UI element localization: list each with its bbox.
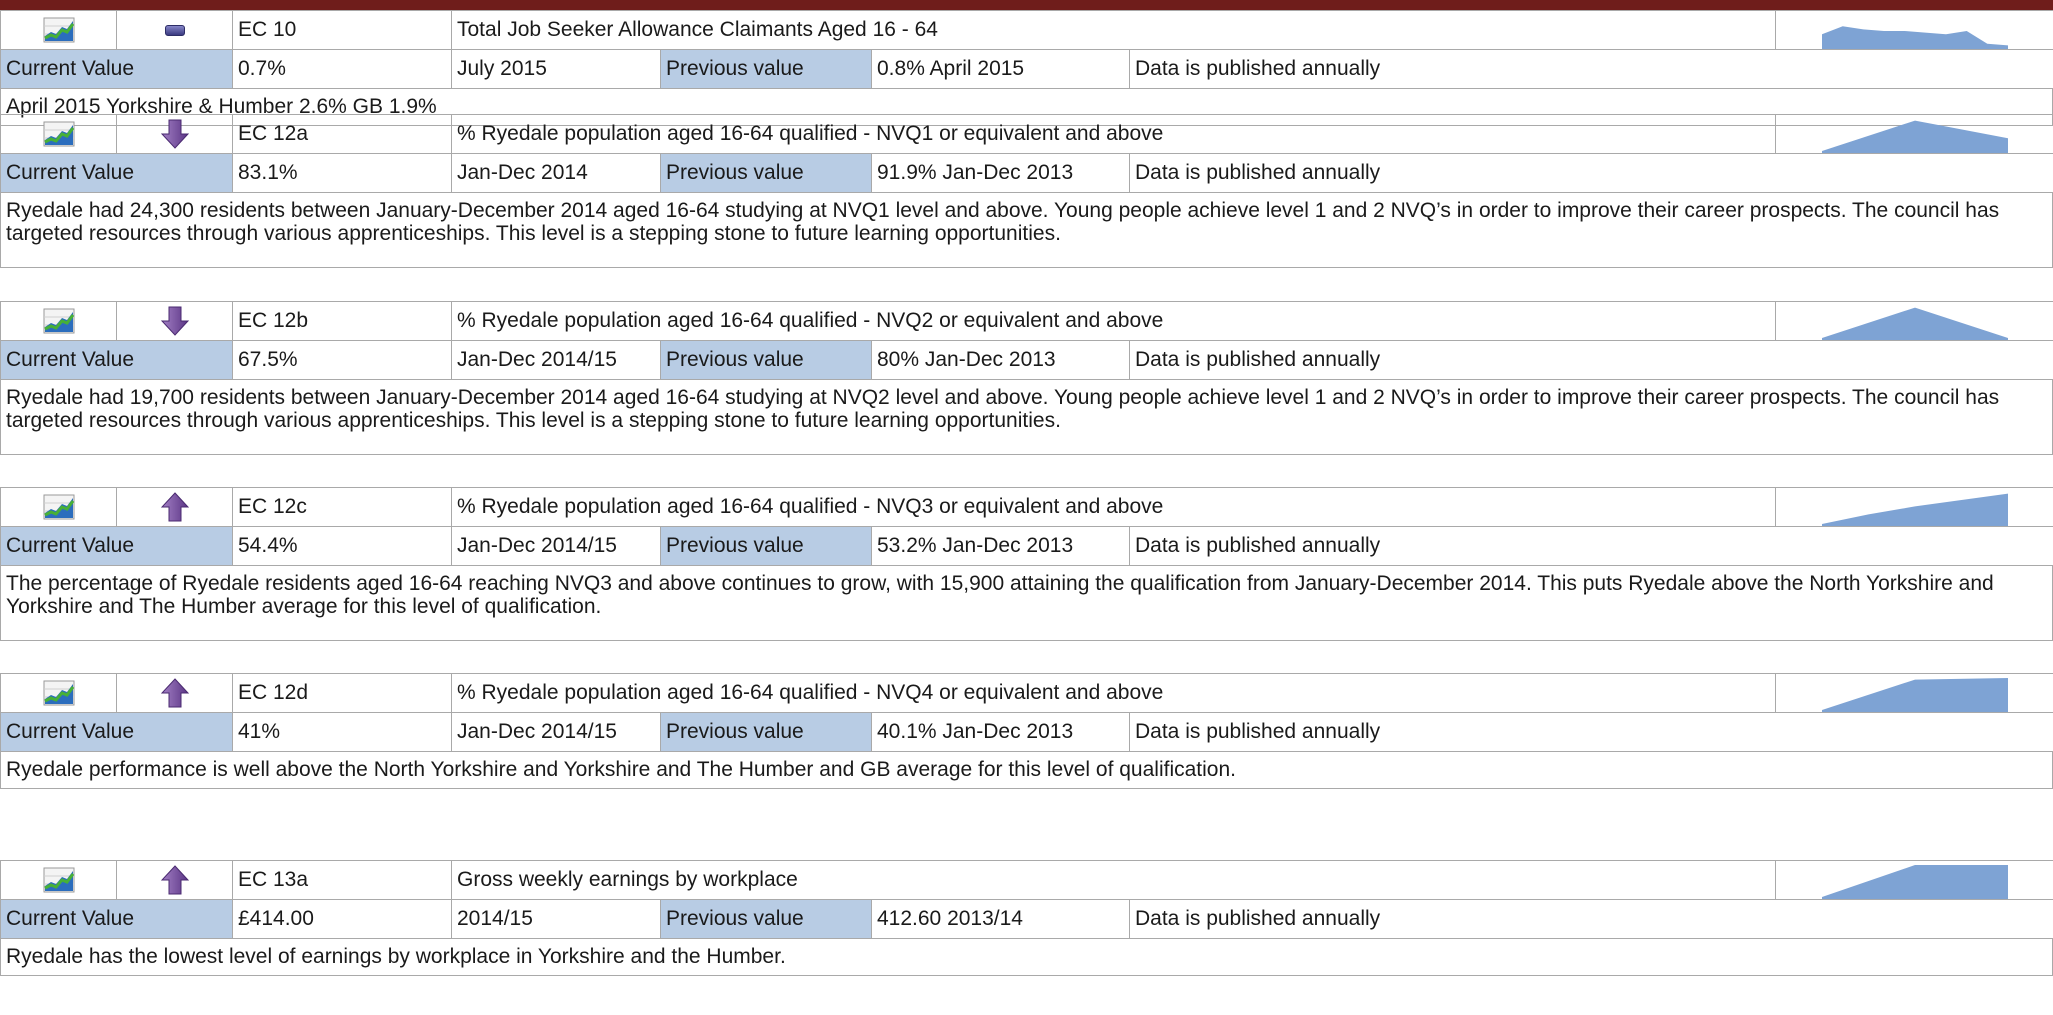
publish-frequency: Data is published annually	[1130, 50, 2053, 89]
previous-value: 91.9% Jan-Dec 2013	[872, 154, 1130, 193]
indicator-title: % Ryedale population aged 16-64 qualified - NVQ3 or equivalent and above	[452, 488, 1776, 527]
current-value-label: Current Value	[1, 50, 233, 89]
dash-icon	[117, 11, 233, 50]
previous-value-label: Previous value	[661, 713, 872, 752]
chart-icon[interactable]	[1, 674, 117, 713]
indicator-title: Total Job Seeker Allowance Claimants Aged 16 - 64	[452, 11, 1776, 50]
previous-value: 0.8% April 2015	[872, 50, 1130, 89]
current-period: Jan-Dec 2014	[452, 154, 661, 193]
current-value-label: Current Value	[1, 713, 233, 752]
indicator-block	[0, 10, 2053, 126]
arrow-up-icon	[117, 674, 233, 713]
indicator-table	[0, 301, 2053, 380]
previous-value-label: Previous value	[661, 50, 872, 89]
indicator-block	[0, 114, 2053, 268]
current-period: Jan-Dec 2014/15	[452, 527, 661, 566]
arrow-up-icon	[117, 861, 233, 900]
indicator-note: Ryedale performance is well above the North Yorkshire and Yorkshire and The Humber and GB average for this level of qualification.	[0, 752, 2053, 789]
arrow-up-icon	[117, 488, 233, 527]
indicator-title: % Ryedale population aged 16-64 qualified - NVQ1 or equivalent and above	[452, 115, 1776, 154]
indicator-table	[0, 10, 2053, 89]
current-value-label: Current Value	[1, 900, 233, 939]
indicator-note: Ryedale had 24,300 residents between January-December 2014 aged 16-64 studying at NVQ1 level and above. Young people achieve level 1 and 2 NVQ’s in order to improve their career prospects. The council has targeted resources through various apprenticeships. This level is a stepping stone to future learning opportunities.	[0, 193, 2053, 268]
sparkline-chart	[1776, 488, 2053, 527]
current-period: July 2015	[452, 50, 661, 89]
current-value: 54.4%	[233, 527, 452, 566]
current-value: £414.00	[233, 900, 452, 939]
chart-icon[interactable]	[1, 302, 117, 341]
current-period: Jan-Dec 2014/15	[452, 341, 661, 380]
indicator-note: Ryedale had 19,700 residents between January-December 2014 aged 16-64 studying at NVQ2 level and above. Young people achieve level 1 and 2 NVQ’s in order to improve their career prospects. The council has targeted resources through various apprenticeships. This level is a stepping stone to future learning opportunities.	[0, 380, 2053, 455]
previous-value: 53.2% Jan-Dec 2013	[872, 527, 1130, 566]
publish-frequency: Data is published annually	[1130, 154, 2053, 193]
chart-icon[interactable]	[1, 861, 117, 900]
indicator-note: The percentage of Ryedale residents aged 16-64 reaching NVQ3 and above continues to grow, with 15,900 attaining the qualification from January-December 2014. This puts Ryedale above the North Yorkshire and Yorkshire and The Humber average for this level of qualification.	[0, 566, 2053, 641]
indicator-title: % Ryedale population aged 16-64 qualified - NVQ4 or equivalent and above	[452, 674, 1776, 713]
indicator-code: EC 10	[233, 11, 452, 50]
indicator-note: April 2015 Yorkshire & Humber 2.6% GB 1.9%	[0, 89, 2053, 126]
previous-value-label: Previous value	[661, 900, 872, 939]
sparkline-chart	[1776, 861, 2053, 900]
arrow-down-icon	[117, 115, 233, 154]
sparkline-chart	[1776, 115, 2053, 154]
indicator-block	[0, 301, 2053, 455]
current-value-label: Current Value	[1, 154, 233, 193]
publish-frequency: Data is published annually	[1130, 341, 2053, 380]
indicator-block	[0, 860, 2053, 976]
indicator-block	[0, 673, 2053, 789]
indicator-code: EC 13a	[233, 861, 452, 900]
sparkline-chart	[1776, 302, 2053, 341]
indicator-code: EC 12c	[233, 488, 452, 527]
previous-value: 80% Jan-Dec 2013	[872, 341, 1130, 380]
chart-icon[interactable]	[1, 11, 117, 50]
publish-frequency: Data is published annually	[1130, 713, 2053, 752]
previous-value-label: Previous value	[661, 154, 872, 193]
chart-icon[interactable]	[1, 115, 117, 154]
indicator-table	[0, 114, 2053, 193]
sparkline-chart	[1776, 11, 2053, 50]
current-value: 67.5%	[233, 341, 452, 380]
current-value: 83.1%	[233, 154, 452, 193]
indicator-code: EC 12b	[233, 302, 452, 341]
indicator-title: % Ryedale population aged 16-64 qualified - NVQ2 or equivalent and above	[452, 302, 1776, 341]
indicator-code: EC 12a	[233, 115, 452, 154]
current-value-label: Current Value	[1, 527, 233, 566]
previous-value-label: Previous value	[661, 341, 872, 380]
previous-value: 412.60 2013/14	[872, 900, 1130, 939]
current-value-label: Current Value	[1, 341, 233, 380]
indicator-title: Gross weekly earnings by workplace	[452, 861, 1776, 900]
indicator-table	[0, 487, 2053, 566]
current-period: 2014/15	[452, 900, 661, 939]
previous-value-label: Previous value	[661, 527, 872, 566]
indicator-note: Ryedale has the lowest level of earnings by workplace in Yorkshire and the Humber.	[0, 939, 2053, 976]
indicator-block	[0, 487, 2053, 641]
current-period: Jan-Dec 2014/15	[452, 713, 661, 752]
indicator-code: EC 12d	[233, 674, 452, 713]
previous-value: 40.1% Jan-Dec 2013	[872, 713, 1130, 752]
page-header-bar	[0, 0, 2053, 10]
chart-icon[interactable]	[1, 488, 117, 527]
publish-frequency: Data is published annually	[1130, 527, 2053, 566]
indicator-table	[0, 673, 2053, 752]
current-value: 0.7%	[233, 50, 452, 89]
current-value: 41%	[233, 713, 452, 752]
sparkline-chart	[1776, 674, 2053, 713]
indicator-table	[0, 860, 2053, 939]
arrow-down-icon	[117, 302, 233, 341]
publish-frequency: Data is published annually	[1130, 900, 2053, 939]
